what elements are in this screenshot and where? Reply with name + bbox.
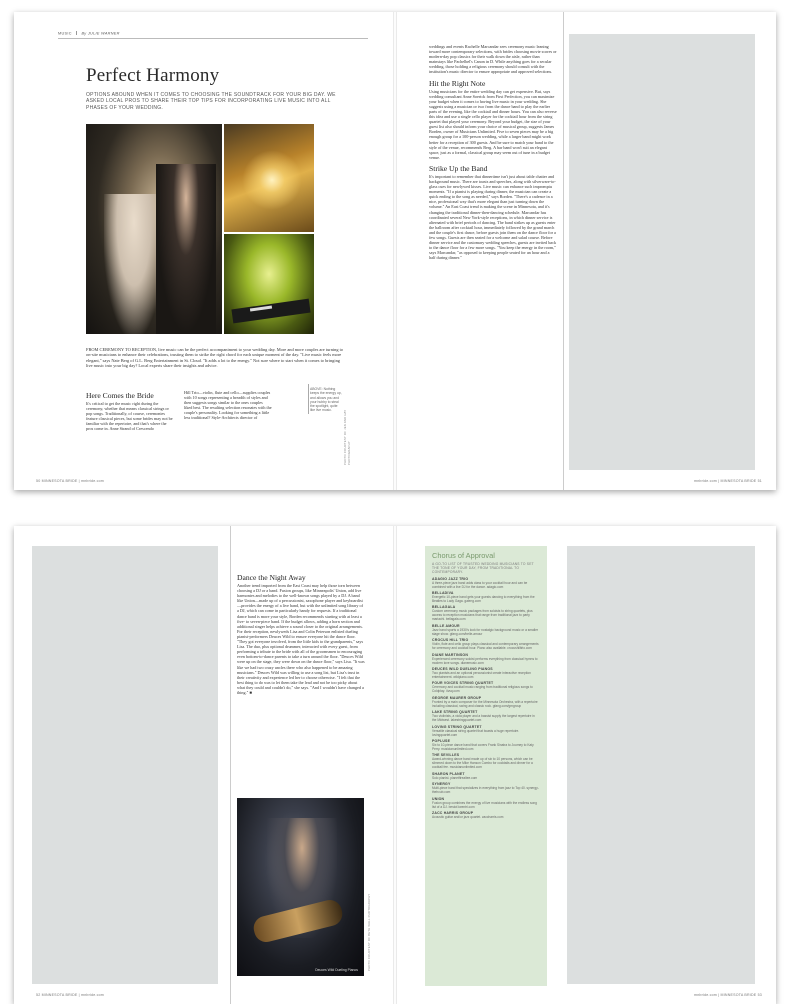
photo-credit: PHOTO COURTESY OF JEN AND HAY PHOTOGRAPHY — [343, 409, 351, 465]
article-deck: OPTIONS ABOUND WHEN IT COMES TO CHOOSING THE SOUNDTRACK FOR YOUR BIG DAY. WE ASKED LOCAL PROS TO SHARE THEIR TOP TIPS FOR INCORPORATING LIVE MUSIC INTO ALL PHASES OF YOUR WEDDING. — [86, 92, 336, 111]
spread-gutter-2 — [393, 526, 397, 1004]
list-item: BELLADIVA Energetic 10-piece band gets your guests dancing to everything from the Beatles to Lady Gaga. galeng.com — [432, 591, 535, 604]
keyboard-shape — [231, 299, 310, 324]
section-label: MUSIC — [58, 31, 72, 36]
heading-strike-up-the-band: Strike Up the Band — [429, 163, 488, 173]
article-title: Perfect Harmony — [86, 65, 220, 86]
col1-text: It's critical to get the music right during the ceremony, whether that means classical strings or pop songs. Traditionally, of course, ceremonies feature classical pieces, but some brides may not be familiar with the repertoire, and that's where the pros come in. Anne Strand of Crescendo — [86, 401, 173, 432]
page-header — [58, 31, 120, 36]
list-item: ZACC HARRIS GROUP Acoustic guitar and/or jazz quartet. zaccharris.com — [432, 810, 504, 819]
photo-caption: ABOVE: Nothing keeps the energy up, and allows you and your hubby to steal the spotlight, quite like live music. — [310, 387, 342, 413]
col1 — [86, 388, 174, 432]
list-item: GEORGE MAURER GROUP Fronted by a main composer for the Minnesota Orchestra, with a repertoire including classical, swing and classic rock. gfang.com/gmgroup — [432, 695, 538, 708]
column-rule — [563, 12, 564, 490]
folio-52: 52 MINNESOTA BRIDE | mnbride.com — [36, 993, 104, 997]
col2-text: Hill Trio—violin, flute and cello—supplies couples with 10 songs representing a breadth of styles and then suggests songs similar to the ones couples liked best. The resulting selection resonates with the couple's personality. Looking for something a little less traditional? Style-Architects director of — [184, 390, 272, 421]
list-item: DIANE MARTINSON Experienced ceremony soloist performs everything from classical hymns to modern love songs. dianemusic.com — [432, 652, 538, 665]
right-column — [429, 44, 557, 260]
page-50 — [14, 12, 395, 490]
continued-text: weddings and events Rachelle Marcandar sees ceremony music leaning toward more contemporary selections, with brides choosing movie scores or modern-day pop classics for their walk down the aisle, rather than mainstays like Pachelbel's Canon in D. While anything goes for a secular wedding, those holding a religious ceremony should consult with the institution's music director to ensure appropriate and approved selections. — [429, 44, 557, 75]
ad-placeholder-right — [569, 34, 755, 470]
photo-couple-embrace — [86, 124, 222, 334]
article-lede: FROM CEREMONY TO RECEPTION, live music can be the perfect accompaniment to your wedding day. More and more couples are turning to on-site musicians to enhance their celebrations, trusting them to strike the right chord for each unique moment of the day. "Live music feels more elegant," says Nate Berg of G.L. Berg Entertainment in St. Cloud. "It adds a lot to the energy." Not sure where to start when it comes to bringing live music into your big day? Local experts share their insights and advice. — [86, 347, 344, 368]
byline: By JULIE WARNER — [81, 31, 120, 36]
photo-dueling-pianos — [237, 798, 364, 976]
list-item: BELLAGALA Custom ceremony music packages from soloists to string quartets, plus access to reception musicians that range from traditional jazz to party mariachi. bellagala.com — [432, 605, 533, 622]
spread-gutter — [393, 12, 397, 490]
sidebar-title: Chorus of Approval — [432, 551, 495, 560]
page-51 — [395, 12, 776, 490]
dance-the-night-away-text: Another trend imported from the East Coast may help those torn between choosing a DJ or a band. Fusion groups, like Minneapolis' Union, add live harmonies and melodies to the well-known songs played by a DJ. A band like Union—made up of a percussionist, saxophone player and keyboardist—provides the energy of a live band, but with the unlimited song library of a DJ, which can come in particularly handy for requests. If a traditional dance band is more your style, Borden recommends starting with at least a five- to seven-piece band. If the budget allows, adding a horn section and additional singer helps achieve a sound closer to the original arrangements. For their reception, newlyweds Lisa and Colin Peterson enlisted dueling pianist-performers Deuces Wild to ensure everyone hit the dance floor. "They got everyone involved, from the little kids to the grandparents," says Lisa. The duo, plus optional drummer, interacted with every guest, from performing a tribute to the bride with all of the groomsmen to encouraging even bottom-to-dance parents to take a turn around the floor. "Deuces Wild were up on the stage, they were down on the dance floor," says Lisa. "It was like we had two crazy uncles there who also happened to be amazing musicians." Deuces Wild was willing to use a song list, but Lisa's trust in their creativity and experience led her to choose otherwise. "I felt that the best thing to do was to let them take the lead and not be too picky about what they could and couldn't do," she says. "And I wouldn't have changed a thing." ■ — [237, 583, 365, 695]
list-item: LAKE STRING QUARTET Two violinists, a viola player and a bassist supply the largest repertoire in the Midwest. lakestringquartet.com — [432, 710, 535, 723]
list-item: THE SEVILLES Award-winning dance band made up of six to 10 persons, which can be slimmed down to the Mike Hanson Combo for cocktails and dinner for a cocktail fee. musicianunlimited.com — [432, 753, 533, 770]
list-item: BELLE AMOUR Jazz band sports a 1930's look for nostalgic background music or a smaller stage show. gfang.com/belle-amour — [432, 623, 539, 636]
list-item: FOUR VOICES STRING QUARTET Ceremony and cocktail music ranging from traditional religious songs to Coldplay. 4vsq.com — [432, 681, 533, 694]
list-item: SHARON PLANET Solo pianist. planetfirealtee.com — [432, 771, 478, 780]
sidebar-intro: A GO-TO LIST OF TRUSTED WEDDING MUSICIANS TO SET THE TONE OF YOUR DAY, FROM TRADITIONAL TO CONTEMPORARY. — [432, 562, 534, 575]
photo-band-stage — [224, 124, 314, 232]
photo-caption-overlay: Deuces Wild Dueling Pianos — [315, 968, 358, 972]
caption-rule — [308, 384, 309, 414]
folio-left: 50 MINNESOTA BRIDE | mnbride.com — [36, 479, 104, 483]
dance-column — [237, 570, 365, 695]
ad-placeholder-left — [32, 546, 218, 984]
list-item: UNION Fusion group combines the energy of live musicians with the endless song list of a DJ. bestof-twentri.com — [432, 796, 537, 809]
page-52 — [14, 526, 395, 1004]
heading-here-comes-the-bride: Here Comes the Bride — [86, 391, 154, 400]
list-item: SYNERGY Multi-piece band that specializes in everything from jazz to Top 40. synergy-thehcub.com — [432, 782, 539, 795]
list-item: ADAGIO JAZZ TRIO A three-piece jazz band adds class to your cocktail hour and can be combined with a live DJ for the dance. adagio.com — [432, 576, 528, 589]
strike-up-the-band-text: It's important to remember that dinnertime isn't just about table chatter and background music. There are toasts and speeches, along with silverware-to-glass cues for newlywed kisses. Live music can enhance such impromptu moments. "If a pianist is playing during dinner, the musician can create a quick ending to the song as needed," says Borden. "There's a cadence in a nice, professional way that's more elegant than just turning down the volume." An East Coast trend is making the scene in Minnesota, and it's changing the traditional dinner-then-dancing schedule. Marcandar has coordinated several New York-style receptions, in which dinner service is alternated with brief periods of dancing. The band strikes up as guests enter the ballroom after cocktail hour, immediately followed by the grand march and the couple's first dance, before guests join them on the dance floor for a few songs. Guests are then seated for a welcome and salad course. Before dinner service and the customary wedding speeches, guests are invited back to the dance floor for a few more songs. "You keep the energy in the room," says Marcandar, "as opposed to keeping people seated for an hour and a half during dinner." — [429, 173, 557, 261]
folio-right: mnbride.com | MINNESOTA BRIDE 51 — [694, 479, 762, 483]
heading-hit-the-right-note: Hit the Right Note — [429, 78, 486, 88]
list-item: CROCUS HILL TRIO Violin, flute and cello group plays classical and contemporary arrangements for ceremony and cocktail hour. Piano also available. crocushilltrio.com — [432, 638, 539, 651]
photo-credit-2: PHOTO COURTESY OF BETH WALL PHOTOGRAPHY — [367, 893, 371, 971]
hit-the-right-note-text: Using musicians for the entire wedding day can get expensive. But, says wedding consultant Anne Soerick from First Perfection, you can maximize your budget when it comes to having live music in your wedding. She suggests using a musician or two from the dance band to play the earlier parts of the evening, like the cocktail and dinner hours. You can also reverse this idea and use a single cello player for the cocktail hour from the string quartet that played your ceremony. Beyond your budget, the size of your guest list also should inform your choice of musical group, suggests James Borden, owner of Musicians Unlimited. Five to seven pieces may be a big enough group for a 100-person wedding, while a larger band might work better for a reception of 300 guests. And be sure to match your band to the style of the venue, recommends Berg. A bar band won't suit an elegant space, just as a formal, classical group may seem out of tune in a budget venue. — [429, 88, 557, 160]
page-53 — [395, 526, 776, 1004]
spread-1 — [14, 12, 776, 490]
stage-lights — [242, 150, 302, 210]
chorus-of-approval-sidebar — [425, 546, 547, 986]
heading-dance-the-night-away: Dance the Night Away — [237, 573, 306, 582]
bride-figure — [104, 194, 164, 334]
spread-2 — [14, 526, 776, 1004]
sidebar-list — [432, 577, 540, 819]
ad-placeholder-right-2 — [567, 546, 755, 984]
column-rule-left — [230, 526, 231, 1004]
groom-figure — [156, 164, 216, 334]
folio-53: mnbride.com | MINNESOTA BRIDE 53 — [694, 993, 762, 997]
list-item: DEUCES WILD DUELING PIANOS Two pianists and an optional percussionist create interactive reception entertainment. wildpiano.com — [432, 667, 531, 680]
photo-keyboard-player — [224, 234, 314, 334]
page-header-rule — [58, 38, 368, 39]
list-item: POPLUSE Six to 10-piece dance band that covers Frank Sinatra to Journey to Katy Perry. musicianunlimited.com — [432, 738, 534, 751]
list-item: LOVING STRING QUARTET Versatile classical string quartet that boasts a huge repertoire. lovingquartet.com — [432, 724, 520, 737]
